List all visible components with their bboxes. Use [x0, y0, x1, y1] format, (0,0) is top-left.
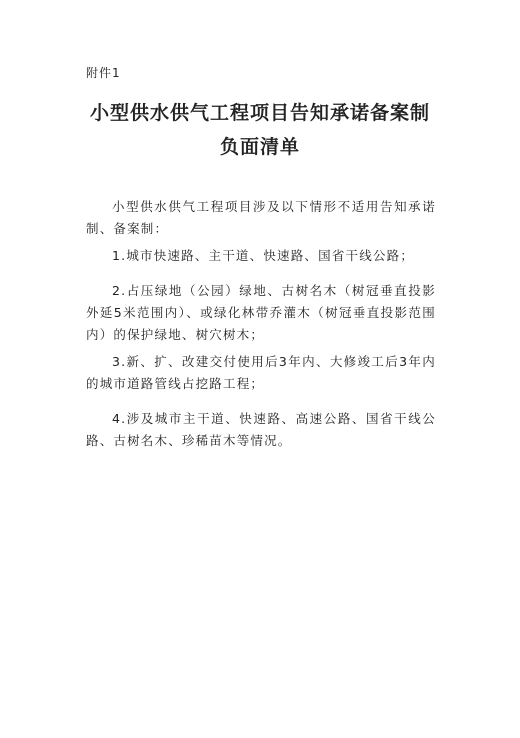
list-item-text: 1.城市快速路、主干道、快速路、国省干线公路；	[112, 248, 415, 263]
document-title: 小型供水供气工程项目告知承诺备案制	[89, 102, 430, 124]
intro-text: 小型供水供气工程项目涉及以下情形不适用告知承诺制、备案制：	[86, 199, 436, 236]
list-item	[86, 280, 436, 346]
list-item	[86, 245, 436, 267]
list-item	[86, 408, 436, 452]
document-subtitle: 负面清单	[219, 136, 300, 158]
list-item-text: 2.占压绿地（公园）绿地、古树名木（树冠垂直投影外延5米范围内）、或绿化林带乔灌木（树冠垂直投影范围内）的保护绿地、树穴树木；	[86, 283, 436, 342]
intro-paragraph	[86, 196, 436, 240]
list-item-text: 4.涉及城市主干道、快速路、高速公路、国省干线公路、古树名木、珍稀苗木等情况。	[86, 411, 436, 448]
attachment-label: 附件1	[86, 66, 121, 80]
list-item-text: 3.新、扩、改建交付使用后3年内、大修竣工后3年内的城市道路管线占挖路工程；	[86, 354, 436, 391]
list-item	[86, 351, 436, 395]
